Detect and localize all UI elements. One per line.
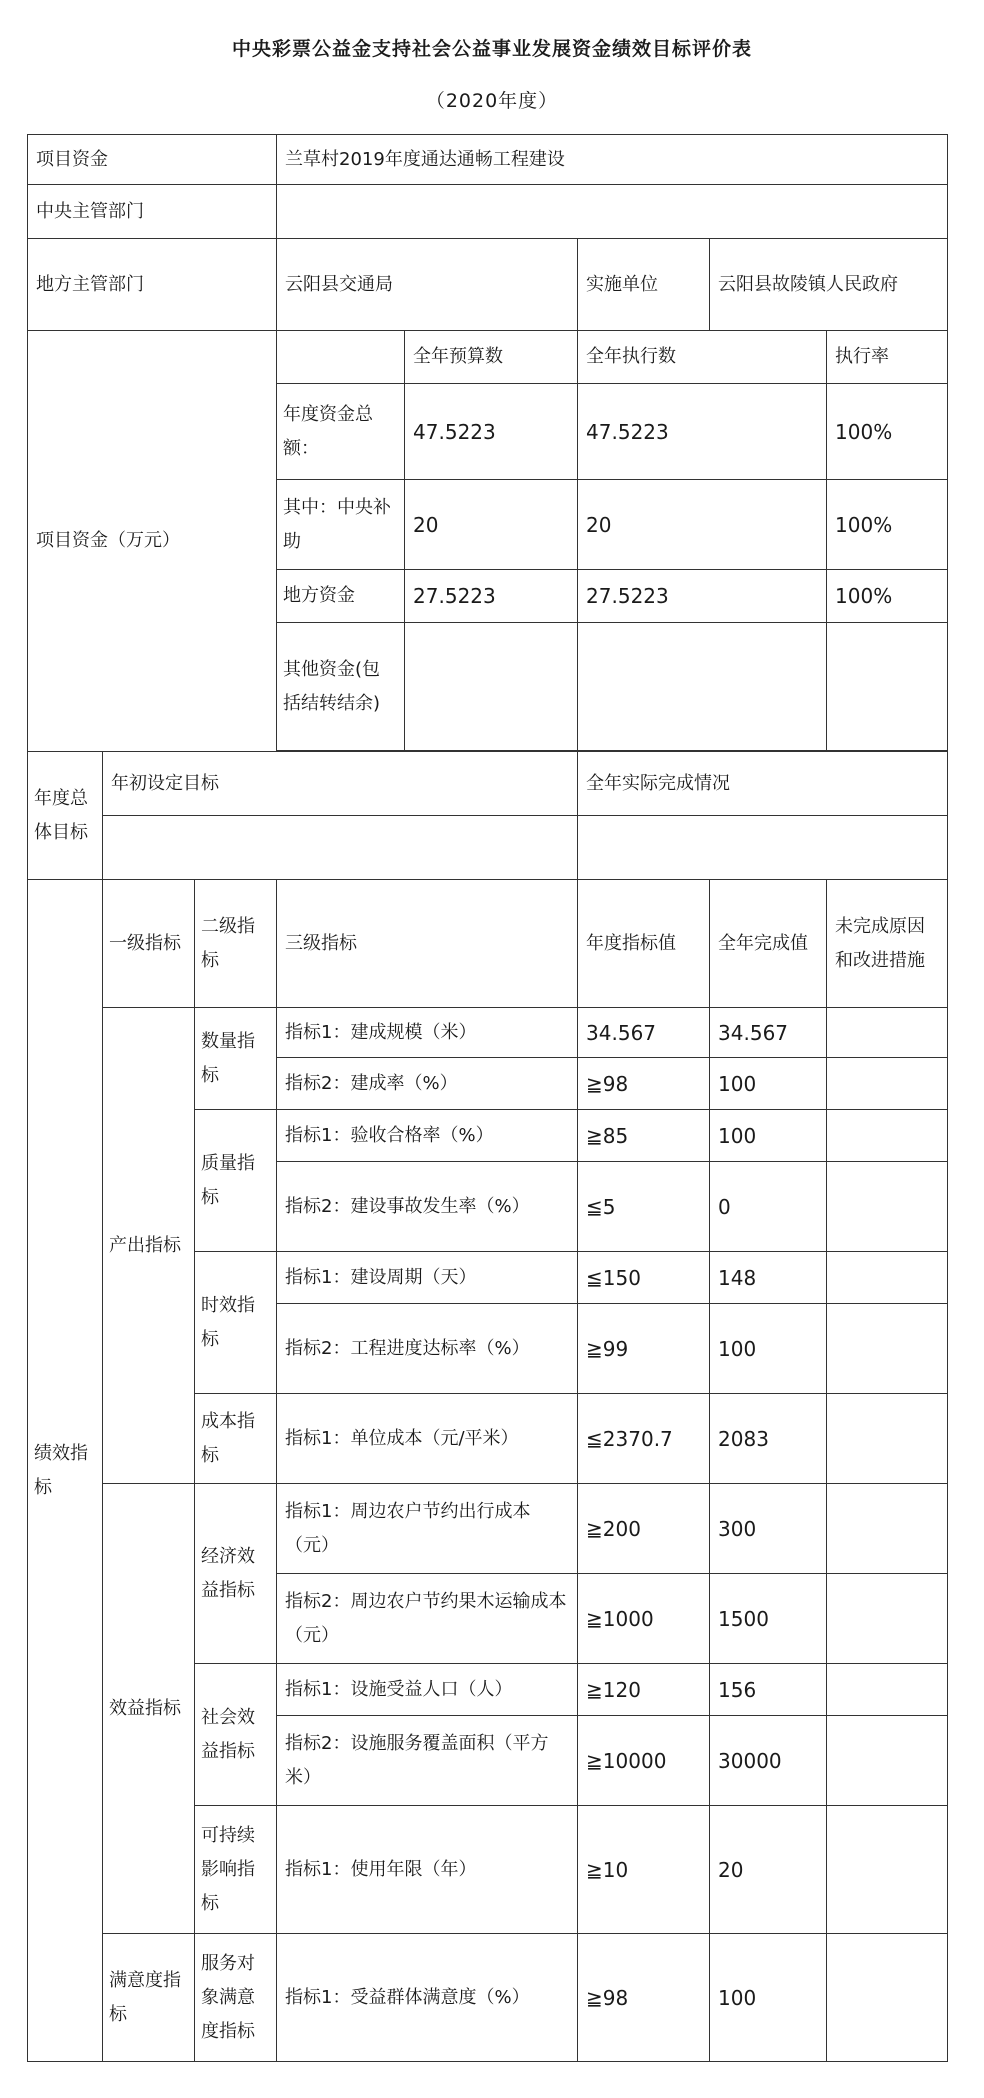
indicator-reason [827, 1162, 948, 1252]
indicator-name: 指标2：建成率（%） [277, 1058, 578, 1110]
perf-header-row [28, 880, 948, 1008]
indicator-done: 30000 [710, 1716, 827, 1806]
indicator-done: 100 [710, 1110, 827, 1162]
indicator-name: 指标2：周边农户节约果木运输成本（元） [277, 1574, 578, 1664]
indicator-target: ≧99 [578, 1304, 710, 1394]
indicator-name: 指标2：工程进度达标率（%） [277, 1304, 578, 1394]
funds-row-name: 年度资金总额： [277, 384, 405, 480]
indicator-name: 指标1：受益群体满意度（%） [277, 1934, 578, 2062]
indicator-name: 指标1：建设周期（天） [277, 1252, 578, 1304]
indicator-reason [827, 1574, 948, 1664]
funds-row-budget: 20 [405, 480, 578, 570]
indicator-done: 100 [710, 1304, 827, 1394]
indicator-target: ≧85 [578, 1110, 710, 1162]
funds-header-row [28, 331, 948, 384]
indicator-reason [827, 1058, 948, 1110]
funds-row-budget [405, 623, 578, 751]
benefit-label: 效益指标 [103, 1484, 195, 1934]
local-dept-row [28, 239, 948, 331]
goals-value-row [28, 816, 948, 880]
indicator-done: 34.567 [710, 1008, 827, 1058]
satisfaction-label: 满意度指标 [103, 1934, 195, 2062]
funds-header-blank [277, 331, 405, 384]
indicator-reason [827, 1716, 948, 1806]
indicator-done: 300 [710, 1484, 827, 1574]
indicator-done: 2083 [710, 1394, 827, 1484]
indicator-name: 指标1：建成规模（米） [277, 1008, 578, 1058]
funds-col-rate: 执行率 [827, 331, 948, 384]
indicator-reason [827, 1934, 948, 2062]
indicator-target: ≧200 [578, 1484, 710, 1574]
economic-label: 经济效益指标 [195, 1484, 277, 1664]
page-title: 中央彩票公益金支持社会公益事业发展资金绩效目标评价表 [231, 38, 752, 60]
impl-label: 实施单位 [578, 239, 710, 331]
perf-h-l3: 三级指标 [277, 880, 578, 1008]
local-dept-value: 云阳县交通局 [277, 239, 578, 331]
indicator-reason [827, 1484, 948, 1574]
indicator-reason [827, 1252, 948, 1304]
year-subtitle: （2020年度） [425, 90, 559, 112]
output-label: 产出指标 [103, 1008, 195, 1484]
perf-row [28, 1484, 948, 1574]
indicator-name: 指标1：验收合格率（%） [277, 1110, 578, 1162]
indicator-reason [827, 1008, 948, 1058]
perf-label: 绩效指标 [28, 880, 103, 2062]
indicator-reason [827, 1806, 948, 1934]
project-row [28, 135, 948, 185]
indicator-name: 指标2：设施服务覆盖面积（平方米） [277, 1716, 578, 1806]
project-label: 项目资金 [28, 135, 277, 185]
funds-row-exec [578, 623, 827, 751]
central-dept-label: 中央主管部门 [28, 185, 277, 239]
indicator-reason [827, 1110, 948, 1162]
perf-h-reason: 未完成原因和改进措施 [827, 880, 948, 1008]
indicator-done: 148 [710, 1252, 827, 1304]
funds-row-rate: 100% [827, 384, 948, 480]
indicator-done: 100 [710, 1934, 827, 2062]
indicator-target: ≧98 [578, 1934, 710, 2062]
quantity-label: 数量指标 [195, 1008, 277, 1110]
funds-row-rate [827, 623, 948, 751]
indicator-done: 156 [710, 1664, 827, 1716]
perf-h-done: 全年完成值 [710, 880, 827, 1008]
indicator-name: 指标1：使用年限（年） [277, 1806, 578, 1934]
indicator-reason [827, 1304, 948, 1394]
project-value: 兰草村2019年度通达通畅工程建设 [277, 135, 948, 185]
perf-h-l2: 二级指标 [195, 880, 277, 1008]
perf-row [28, 1008, 948, 1058]
sustainable-label: 可持续影响指标 [195, 1806, 277, 1934]
goals-actual: 全年实际完成情况 [578, 752, 948, 816]
indicator-target: ≦5 [578, 1162, 710, 1252]
central-dept-row [28, 185, 948, 239]
impl-value: 云阳县故陵镇人民政府 [710, 239, 948, 331]
indicator-target: ≧1000 [578, 1574, 710, 1664]
indicator-name: 指标1：周边农户节约出行成本（元） [277, 1484, 578, 1574]
indicator-target: ≧10 [578, 1806, 710, 1934]
indicator-reason [827, 1394, 948, 1484]
indicator-done: 100 [710, 1058, 827, 1110]
indicator-name: 指标1：单位成本（元/平米） [277, 1394, 578, 1484]
funds-row-budget: 27.5223 [405, 570, 578, 623]
funds-row-rate: 100% [827, 480, 948, 570]
funds-row-rate: 100% [827, 570, 948, 623]
perf-row [28, 1934, 948, 2062]
perf-h-target: 年度指标值 [578, 880, 710, 1008]
performance-table [27, 134, 948, 2062]
funds-row-budget: 47.5223 [405, 384, 578, 480]
funds-label: 项目资金（万元） [28, 331, 277, 752]
indicator-done: 0 [710, 1162, 827, 1252]
funds-row-exec: 47.5223 [578, 384, 827, 480]
funds-row-name: 其他资金(包括结转结余) [277, 623, 405, 751]
indicator-name: 指标2：建设事故发生率（%） [277, 1162, 578, 1252]
goals-initial: 年初设定目标 [103, 752, 578, 816]
indicator-target: 34.567 [578, 1008, 710, 1058]
perf-h-l1: 一级指标 [103, 880, 195, 1008]
local-dept-label: 地方主管部门 [28, 239, 277, 331]
indicator-target: ≧98 [578, 1058, 710, 1110]
funds-row-name: 地方资金 [277, 570, 405, 623]
indicator-target: ≧120 [578, 1664, 710, 1716]
funds-col-budget: 全年预算数 [405, 331, 578, 384]
indicator-target: ≧10000 [578, 1716, 710, 1806]
indicator-target: ≦150 [578, 1252, 710, 1304]
central-dept-value [277, 185, 948, 239]
goals-actual-value [578, 816, 948, 880]
social-label: 社会效益指标 [195, 1664, 277, 1806]
funds-col-exec: 全年执行数 [578, 331, 827, 384]
funds-row-name: 其中：中央补助 [277, 480, 405, 570]
quality-label: 质量指标 [195, 1110, 277, 1252]
indicator-name: 指标1：设施受益人口（人） [277, 1664, 578, 1716]
funds-row-exec: 20 [578, 480, 827, 570]
indicator-done: 1500 [710, 1574, 827, 1664]
service-label: 服务对象满意度指标 [195, 1934, 277, 2062]
cost-label: 成本指标 [195, 1394, 277, 1484]
funds-row-exec: 27.5223 [578, 570, 827, 623]
goals-initial-value [103, 816, 578, 880]
goals-header-row [28, 752, 948, 816]
indicator-target: ≦2370.7 [578, 1394, 710, 1484]
timeliness-label: 时效指标 [195, 1252, 277, 1394]
goals-label: 年度总体目标 [28, 752, 103, 880]
indicator-done: 20 [710, 1806, 827, 1934]
indicator-reason [827, 1664, 948, 1716]
